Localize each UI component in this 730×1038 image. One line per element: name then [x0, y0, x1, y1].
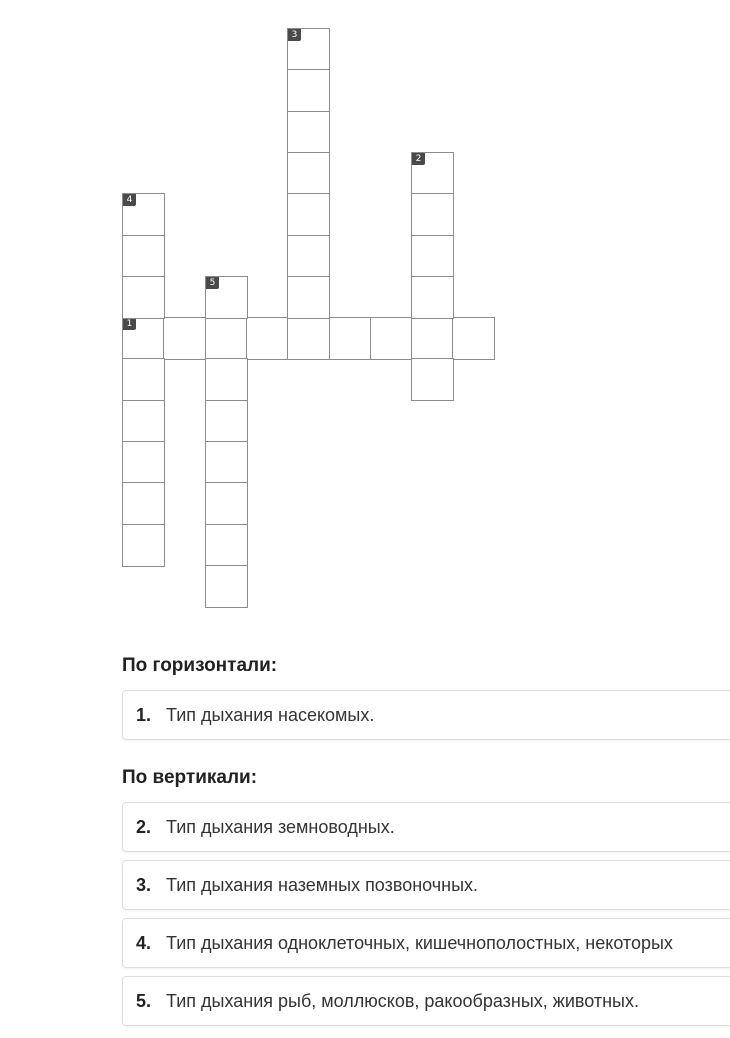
- crossword-cell[interactable]: [205, 358, 248, 401]
- crossword-cell[interactable]: [329, 317, 372, 360]
- clue-down-2[interactable]: [122, 802, 730, 852]
- crossword-cell[interactable]: [122, 400, 165, 443]
- clue-text: Тип дыхания земноводных.: [166, 817, 395, 837]
- crossword-cell[interactable]: [122, 482, 165, 525]
- crossword-cell[interactable]: [287, 28, 330, 71]
- clue-number: 3.: [136, 875, 152, 895]
- crossword-cell[interactable]: [163, 317, 206, 360]
- crossword-cell[interactable]: [122, 317, 165, 360]
- crossword-cell[interactable]: [287, 276, 330, 319]
- crossword-cell[interactable]: [287, 317, 330, 360]
- crossword-cell[interactable]: [370, 317, 413, 360]
- clue-number: 4.: [136, 933, 152, 953]
- crossword-cell[interactable]: [122, 524, 165, 567]
- crossword-cell[interactable]: [205, 400, 248, 443]
- cell-number-label: 3: [288, 29, 301, 41]
- clue-down-3[interactable]: [122, 860, 730, 910]
- crossword-cell[interactable]: [122, 193, 165, 236]
- crossword-cell[interactable]: [205, 524, 248, 567]
- crossword-cell[interactable]: [122, 358, 165, 401]
- crossword-cell[interactable]: [287, 193, 330, 236]
- clue-text: Тип дыхания наземных позвоночных.: [166, 875, 479, 895]
- crossword-cell[interactable]: [205, 276, 248, 319]
- crossword-cell[interactable]: [205, 482, 248, 525]
- crossword-cell[interactable]: [205, 565, 248, 608]
- crossword-cell[interactable]: [287, 111, 330, 154]
- crossword-cell[interactable]: [411, 317, 454, 360]
- cell-number-label: 2: [412, 153, 425, 165]
- crossword-cell[interactable]: [411, 276, 454, 319]
- crossword-cell[interactable]: [205, 441, 248, 484]
- crossword-cell[interactable]: [205, 317, 248, 360]
- crossword-cell[interactable]: [411, 152, 454, 195]
- crossword-cell[interactable]: [122, 235, 165, 278]
- crossword-cell[interactable]: [287, 152, 330, 195]
- down-heading: По вертикали:: [122, 767, 258, 788]
- clue-number: 5.: [136, 991, 152, 1011]
- clue-text: Тип дыхания рыб, моллюсков, ракообразных, животных.: [166, 991, 639, 1011]
- cell-number-label: 5: [206, 277, 219, 289]
- crossword-cell[interactable]: [452, 317, 495, 360]
- crossword-cell[interactable]: [122, 276, 165, 319]
- crossword-cell[interactable]: [122, 441, 165, 484]
- crossword-cell[interactable]: [287, 235, 330, 278]
- crossword-cell[interactable]: [411, 358, 454, 401]
- crossword-cell[interactable]: [411, 235, 454, 278]
- cell-number-label: 4: [123, 194, 136, 206]
- crossword-cell[interactable]: [411, 193, 454, 236]
- across-heading: По горизонтали:: [122, 655, 278, 676]
- crossword-cell[interactable]: [246, 317, 289, 360]
- clue-down-5[interactable]: [122, 976, 730, 1026]
- crossword-cell[interactable]: [287, 69, 330, 112]
- cell-number-label: 1: [123, 318, 136, 330]
- clue-number: 1.: [136, 705, 152, 725]
- clue-text: Тип дыхания насекомых.: [166, 705, 375, 725]
- clue-text: Тип дыхания одноклеточных, кишечнополостных, некоторых: [166, 933, 673, 953]
- clue-down-4[interactable]: [122, 918, 730, 968]
- clue-across-1[interactable]: [122, 690, 730, 740]
- clue-number: 2.: [136, 817, 152, 837]
